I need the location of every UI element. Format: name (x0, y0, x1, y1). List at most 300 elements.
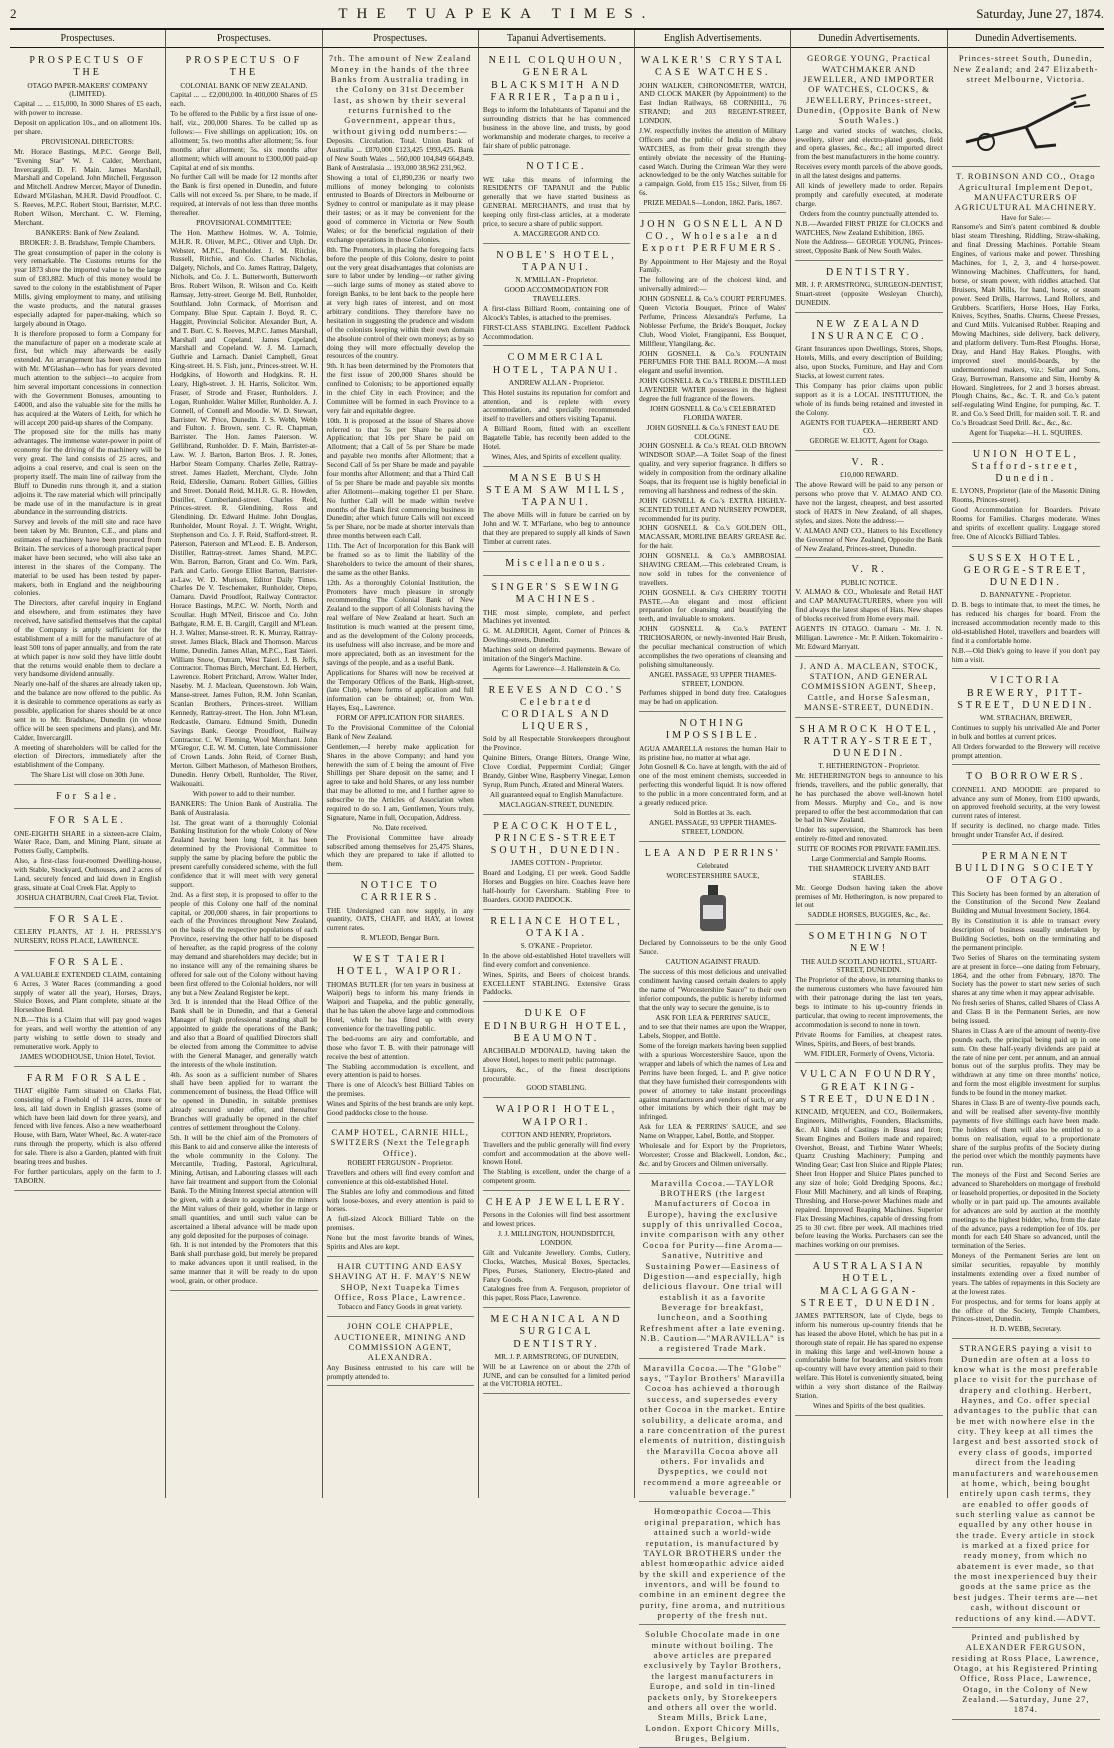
ad-heading: NOTHING IMPOSSIBLE. (665, 718, 760, 742)
ad-heading: NOBLE'S HOTEL, TAPANUI. (496, 249, 617, 273)
ad-heading: V. R. (851, 564, 887, 576)
ad-text: PRIZE MEDALS—London, 1862. Paris, 1867. (643, 198, 783, 208)
ad-text: MR. J. P. ARMSTRONG, SURGEON-DENTIST, Stuart-street (opposite Wesleyan Church), DUNEDIN. (795, 280, 943, 308)
ad-heading: NOTICE. (526, 161, 587, 173)
ad-text: BANKERS: Bank of New Zealand. (35, 227, 140, 237)
ad-text: Shares in Class B are of twenty-five pounds each, and will be realised after seventy-five monthly payments of five shillings each have been made. The holders of them will also be entitled to a bonus on realisation, equal to a proportionate share of the surplus profits of the Society during the period over which the monthly payments have run. (951, 1098, 1100, 1170)
ad-text: JAMES WOODHOUSE, Union Hotel, Teviot. (19, 1051, 156, 1061)
ad-heading: 7th. The amount of New Zealand Money in the hands of the three Banks from Australia trading in the Colony on 31st December last, as shown by their several returns furnished to the Government, appear thus, without giving odd numbers:— (328, 53, 472, 136)
ad-text: The Stabling accommodation is excellent, and every attention is paid to horses. (326, 1061, 474, 1080)
ad-text: 8th. The Promoters, in placing the foregoing facts before the people of this Colony, desire to point out the very great disadvantages that colonists are sure to labor under by lending—or rather giving—such large sums of money as stated above to foreign Banks, to be lent back to the people here at very high rates of interest, and on most arbitrary conditions. They therefore have no hesitation in suggesting the prudence and wisdom of the colonists keeping within their own domain the absolute control of their own moneys; as by so doing they will more effectually develop the resources of the country. (326, 244, 474, 361)
ad-text: To be offered to the Public by a first issue of one-half, viz., 200,000 Shares. To be called up as follows:— Five shillings on application; 10s. on allotment; 5s. two months after allotment; 5s. four months after allotment; 5s. six months after allotment; which will amount to £300,000 paid-up Capital at end of six months. (170, 109, 318, 172)
ad-text: Mr. George Dodson having taken the above premises of Mr. Hetherington, is now prepared to let out (795, 882, 943, 910)
advertisement (483, 348, 630, 466)
newspaper-page (10, 6, 1104, 1743)
ad-text: N.B.—Awarded FIRST PRIZE for CLOCKS and WATCHES, New Zealand Exhibition, 1865. (795, 218, 943, 237)
ad-heading: STRANGERS paying a visit to Dunedin are often at a loss to know what is the most preferable place to visit for the purchase of drapery and clothing. Herbert, Haynes, and Co. offer special advantages to the public that can be met with nowhere else in the city. They keep at all times the largest and best assorted stock of every class of goods, imported direct from the leading manufacturers and warehousemen at home, which, being bought entirely upon cash terms, they are enabled to offer goods of such sterling value as cannot be equalled by any other house in the trade. Every article in stock is marked at a fixed price for ready money, from which no abatement is ever made, so that the most inexperienced buy their goods at the same price as the best judges. Their terms are—net cash, without discount or reductions of any kind.—ADVT. (952, 1343, 1099, 1623)
sauce-bottle-illustration (639, 883, 786, 936)
ad-heading: SUSSEX HOTEL, GEORGE-STREET, DUNEDIN. (963, 552, 1088, 589)
ad-text: Travellers and others will find every comfort and convenience at this old-established Hotel. (326, 1167, 474, 1186)
ad-text: Continues to supply his unrivalled Ale and Porter in bulk and bottles at current prices. (951, 722, 1100, 741)
ad-text: In the above old-established Hotel travellers will find every comfort and convenience. (482, 950, 631, 969)
advertisement (795, 720, 942, 926)
ad-text: The Proprietor of the above, in returning thanks to the numerous customers who have favoured him with their patronage during the last ten years, begs to intimate to his up-country friends in particular, that owing to recent improvements, the accommodation is second to none in town. (795, 975, 943, 1029)
ad-text: THOMAS BUTLER (for ten years in business at Waipori) begs to inform his many friends in Waipori and Tuapeka, and the public generally, that he has taken the above large and commodious Hotel, which he has fitted up with every convenience for the travelling public. (326, 979, 474, 1033)
ad-heading: T. ROBINSON AND CO., Otago Agricultural Implement Depot, MANUFACTURERS OF AGRICULTURAL MACHINERY. (954, 171, 1097, 213)
ad-text: 2nd. As a first step, it is proposed to offer to the people of this Colony one half of the nominal capital, or 200,000 shares, in fair proportions to each of the Provinces throughout New Zealand, on the basis of the respective populations of each Province, reserving the other half to be disposed of hereafter, as the rapid progress of the colony may demand and shareholders may decide; but in no instance will any of the remaining shares be offered for sale out of the Colony without having been first offered to the Colonial holders, nor will any but a New Zealand Register be kept. (170, 889, 318, 997)
ad-text: Two Series of Shares on the terminating system are at present in force—one dating from February, 1864, and the other from February, 1870. The Society has the power to start new series of such shares at any time when it may appear advisable. (951, 952, 1100, 998)
column-7 (948, 30, 1104, 1715)
ad-text: Travellers and the public generally will find every comfort and accommodation at the above well-known Hotel. (482, 1139, 631, 1167)
ad-text: Wines, Spirits, and Beers of choicest brands. EXCELLENT STABLING. Extensive Grass Paddocks. (482, 969, 631, 997)
ad-text: V. ALMAO & CO., Wholesale and Retail HAT and CAP MANUFACTURERS, where you will find always the latest shapes of Hats. New shapes of blocks received from Home every mail. (795, 587, 943, 624)
ad-text: Moneys of the Permanent Series are lent on similar securities, repayable by monthly instalments extending over a fixed number of years. The tables of repayments in this Society are at the lowest rates. (951, 1251, 1100, 1296)
advertisement (483, 554, 630, 576)
ad-text: 3rd. It is intended that the Head Office of the Bank shall be in Dunedin, and that a General Manager of high professional standing shall be appointed to guide the operations of the Bank; and also that a Board of qualified Directors shall be elected from among the Committee to advise with the General Manager, and generally watch the interests of the whole institution. (170, 997, 318, 1069)
ad-text: GOOD STABLING. (526, 1083, 587, 1093)
ad-heading: SINGER'S SEWING MACHINES. (491, 582, 622, 606)
ad-text: A Billiard Room, fitted with an excellent Bagatelle Table, has recently been added to the Hotel. (482, 424, 631, 452)
ad-heading: FARM FOR SALE. (26, 1072, 149, 1084)
columns (10, 30, 1104, 1743)
ad-text: JOHN GOSNELL & Co.'s GOLDEN OIL, MACASSAR, MORLINE BEARS' GREASE &c. for the hair. (639, 523, 787, 551)
ad-text: Survey and levels of the mill site and race have been taken by Mr. Brunton, C.E., and plans and estimates of machinery have been procured from Britain. The services of a thorough practical paper maker have been secured, who will also take an interest in the shares of the Company. The material to be used has been tested by paper-makers, both in England and the neighbouring colonies. (14, 517, 162, 598)
ad-text: JOHN GOSNELL & Co.'s PATENT TRICHOSARON, or newly-invented Hair Brush, the peculiar mechanical construction of which accomplishes the two operations of cleansing and polishing simultaneously. (639, 624, 787, 669)
advertisement (639, 714, 786, 841)
ad-text: ROBERT FERGUSON - Proprietor. (347, 1157, 454, 1167)
ad-text: COLONIAL BANK OF NEW ZEALAND. (180, 80, 308, 90)
column-3 (323, 30, 479, 1498)
ad-text: There is one of Alcock's best Billiard Tables on the premises. (326, 1080, 474, 1099)
advertisement (795, 1065, 942, 1255)
ad-heading: JOHN GOSNELL AND CO., Wholesale and Export PERFUMERS. (640, 219, 786, 255)
ad-heading: SHAMROCK HOTEL, RATTRAY-STREET, DUNEDIN. (799, 723, 939, 759)
ad-text: A. MACGREGOR AND CO. (513, 228, 600, 238)
ad-text: ANGEL PASSAGE, 93 UPPER THAMES-STREET, LONDON. (648, 817, 777, 836)
ad-text: The moneys of the First and Second Series are advanced to Shareholders on mortgage of freehold or leasehold properties, or deposited in the Society wholly or in part paid up. The amounts available for advances are sold by auction at the monthly meetings to the highest bidder, who, from the date of the advance, pays a redemption fee of 10s. per month for each £40 Share so advanced, until the termination of the Series. (951, 1170, 1100, 1251)
ad-heading: AUSTRALASIAN HOTEL, MACLAGGAN-STREET, DUNEDIN. (800, 1261, 938, 1309)
ad-heading: PEACOCK HOTEL, PRINCES-STREET SOUTH, DUNEDIN. (490, 820, 623, 856)
ad-text: Receives every month parcels of the above goods, in all the latest designs and patterns. (795, 162, 943, 181)
ad-text: JOHN GOSNELL & Co.'s CELEBRATED FLORIDA WATER. (649, 403, 776, 422)
column-6 (791, 30, 947, 1498)
advertisement (14, 51, 161, 785)
ad-text: Wholesale and for Export by the Proprietors, Worcester; Crosse and Blackwell, London, &c., &c. and by Grocers and Oilmen universally. (639, 1140, 787, 1168)
ad-heading: CHEAP JEWELLERY. (485, 1197, 628, 1209)
ad-text: Catalogues free from A. Ferguson, proprietor of this paper, Ross Place, Lawrence. (482, 1284, 631, 1303)
ad-heading: PROSPECTUS OF THE (185, 55, 303, 79)
ad-heading: FOR SALE. (49, 913, 126, 925)
ad-text: COTTON AND HENRY, Proprietors. (501, 1129, 612, 1139)
ad-text: A VALUABLE EXTENDED CLAIM, containing 6 Acres, 3 Water Races (commanding a good supply of water all the year), Horses, Drays, Sluice Boxes, and Plant complete, situate at the Horseshoe Bend. (14, 969, 162, 1015)
advertisement (14, 787, 161, 809)
ad-heading: TO BORROWERS. (966, 771, 1086, 783)
ad-text: WM. FIDLER, Formerly of Ovens, Victoria. (803, 1048, 935, 1058)
ad-text: CELERY PLANTS, AT J. H. PRESSLY'S NURSERY, ROSS PLACE, LAWRENCE. (14, 926, 162, 945)
ad-text: N.B.—Old Diek's going to leave if you don't pay him a visit. (951, 645, 1100, 664)
advertisement (483, 1100, 630, 1191)
ad-text: THE Undersigned can now supply, in any quantity, OATS, CHAFF, and HAY, at lowest current rates. (326, 905, 474, 933)
advertisement (795, 51, 942, 261)
ad-heading: DUKE OF EDINBURGH HOTEL, BEAUMONT. (484, 1008, 629, 1044)
column-heading: Prospectuses. (323, 30, 478, 48)
ad-text: The Provisional Committee have already subscribed among themselves for 25,475 Shares, which they are prepared to take if allotted to them. (326, 832, 474, 869)
column-5 (635, 30, 791, 1743)
ad-heading: Princes-street South, Dunedin, New Zealand; and 247 Elizabeth-street Melbourne, Victoria. (953, 53, 1099, 84)
ad-text: Gilt and Vulcanite Jewellery. Combs, Cutlery, Clocks, Watches, Musical Boxes, Spectacles, Pipes, Purses, Stationery, Electro-plated and Fancy Goods. (482, 1247, 631, 1284)
ad-text: No. Date received. (372, 822, 428, 832)
ad-text: AGENTS FOR TUAPEKA—HERBERT AND CO. (800, 417, 938, 436)
ad-text: None but the most favorite brands of Wines, Spirits and Ales are kept. (326, 1233, 474, 1251)
ad-heading: WEST TAIERI HOTEL, WAIPORI. (336, 954, 464, 978)
ad-text: The following are of the choicest kind, and universally admired:— (639, 275, 787, 294)
ad-text: Ask for LEA & PERRINS' SAUCE, and see Name on Wrapper, Label, Bottle, and Stopper. (639, 1122, 787, 1141)
advertisement (14, 953, 161, 1067)
ad-text: Tobacco and Fancy Goods in great variety. (337, 1302, 463, 1312)
ad-text: Have for Sale:— (1001, 212, 1051, 222)
ad-text: Orders from the country punctually attended to. (799, 208, 939, 218)
ad-text: Ransome's and Sim's patent combined & double blast steam Threshing, Riddling, Straw-shaking, and final Dressing Machines. Portable Steam Engines, of various make and power. Threshing Machines, for 1, 2, 3, and 4 horse-power. Winnowing Machines. Chaffcutters, for hand, horse, or steam power, with riddles attached. Oat Bruisers, Malt Mills, for hand, horse, or steam power. Seed Drills, Harrows, Land Rollers, and Grubbers. Scarifiers, Horse Hoes, Hay Forks, Knives, Scythes, Snaths. Churns, Cheese Presses, and Curd Mills. Vulcanised Rubber. Reaping and Mowing Machines, side delivery, back delivery, and platform delivery. Turn-Rest Ploughs. Horse, Dray, and Hand Hay Rakes. Ploughs, with improved steel mould-boards, by the undermentioned makers, viz.: Sellar and Sons, Gray, Burrowman, Ransome and Sim, Hornby & Howard. Singletrees, for 2 and 3 horses abreast. Plough Chains, &c., &c. T. R. and Co.'s patent self-regulating Wind Engine, for pumping, &c. T. R. and Co.'s Seed Drill, for maiden soil. T. R. and Co.'s Broadcast Seed Drill. &c., &c., &c. (951, 222, 1100, 428)
ad-text: SUITE OF ROOMS FOR PRIVATE FAMILIES. (797, 844, 941, 854)
advertisement (327, 950, 474, 1123)
ad-text: By its Constitution it is able to transact every description of business usually undertaken by Building Societies, both on the terminating and the permanent principle. (951, 916, 1100, 952)
ad-text: Agent for Tuapeka:—H. L. SQUIRES. (969, 427, 1083, 437)
ad-text: Private Rooms for Families, at cheapest rates. Wines, Spirits, and Beers, of best brands. (795, 1029, 943, 1048)
ad-heading: NEIL COLQUHOUN, GENERAL BLACKSMITH AND FARRIER, Tapanui, (488, 55, 625, 103)
advertisement (483, 681, 630, 815)
advertisement (795, 927, 942, 1063)
ad-heading: VULCAN FOUNDRY, GREAT KING-STREET, DUNEDIN. (799, 1069, 939, 1105)
ad-text: WE take this means of informing the RESIDENTS OF TAPANUI and the Public generally that we have started business as GENERAL MERCHANTS, and trust that by keeping only first-class articles, at a moderate price, to secure a share of public support. (482, 174, 631, 229)
ad-text: ASK FOR LEA & PERRINS' SAUCE, (655, 1012, 770, 1022)
ad-text: N.B.—This is a Claim that will pay good wages for years, and well worthy the attention of any party wishing to settle down to steady and remunerative work. Apply to (14, 1015, 162, 1051)
page-number: 2 (10, 6, 17, 21)
ad-text: It is therefore proposed to form a Company for the manufacture of paper on a moderate scale at first, but which may afterwards be easily extended. An arrangement has been entered into with Mr. M'Glashan—who has for years devoted much attention to the subject—to acquire from him several important concessions in connection with the Government Bonuses, amounting to £4000, and also the valuable site for the mills he has acquired at the Waters of Leith, for which he will accept 200 paid-up shares of the Company. (14, 328, 162, 427)
ad-heading: COMMERCIAL HOTEL, TAPANUI. (492, 352, 621, 376)
advertisement (170, 51, 317, 1291)
advertisement (795, 263, 942, 313)
ad-text: JOHN GOSNELL & Co.'s EXTRA HIGHLY-SCENTED TOILET AND NURSERY POWDER, recommended for its purity. (639, 495, 787, 523)
ad-text: Perfumes shipped in bond duty free. Catalogues may be had on application. (639, 688, 787, 707)
ad-heading: J. AND A. MACLEAN, STOCK, STATION, AND GENERAL COMMISSION AGENT, Sheep, Cattle, and Horse Salesman, MANSE-STREET, DUNEDIN. (799, 660, 939, 713)
ad-text: GEORGE W. ELIOTT, Agent for Otago. (809, 436, 929, 446)
ad-text: Capital ... ... £2,000,000. In 400,000 Shares of £5 each. (170, 90, 318, 109)
ad-text: A meeting of shareholders will be called for the election of Directors, immediately after the establishment of the Company. (14, 742, 162, 770)
ad-text: KINCAID, M'QUEEN, and CO., Boilermakers, Engineers, Millwrights, Founders, Blacksmiths, &c. All kinds of Castings in Brass and Iron; Steam Engines and Boilers made and repaired; Overshot, Breast, and Turbine Water Wheels; Quartz Crushing Machinery; Pumping and Winding Gear; Cast Iron Sluice and Ripple Plates; Sheet Iron Hopper and Sluice Plates punched to any size of hole; Gold Dredging Spoons, &c.; Flour Mill Machinery, and all kinds of Reaping, Threshing, and Horse-power Machines made and repaired. Improved Reaping Machines. Superior Flax Dressing Machines, capable of dressing from 25 to 30 cwt. fibre per week. All machines tried before leaving the Works. Purchasers can see the machines working on our premises. (795, 1106, 943, 1250)
masthead (10, 6, 1104, 30)
ad-text: R. M'LEOD, Bengar Burn. (360, 933, 440, 943)
ad-text: THAT eligible Farm situated on Clarks Flat, consisting of a Freehold of 114 acres, more or less, all laid down in English grasses (some of which have been laid down for three years), and fenced with live fences. Also a new weatherboard House, with Barn, Water Wheel, &c. A water-race runs through the property, which is also offered for sale. There is also a Garden, planted with fruit bearing trees and bushes. (14, 1085, 162, 1167)
ad-text: BANKERS: The Union Bank of Australia. The Bank of Australasia. (170, 798, 318, 817)
ad-heading: Miscellaneous. (505, 557, 608, 569)
ad-text: 10th. It is proposed at the issue of Shares above referred to that 5s per Share be paid on Application; that 10s per Share be paid on Allotment; that a Call of 5s per Share be made and payable two months after Allotment; that a Second Call of 5s per Share be made and payable four months after Allotment; and that a Third Call of 5s per Share be made and payable six months after Allotment—making together £1 per Share. No further Call will be made within twelve months of the Bank first commencing business in Dunedin; after which future Calls will not exceed 5s per Share, nor be made at shorter intervals than three months between each Call. (326, 415, 474, 541)
advertisement (14, 811, 161, 907)
ad-text: JOHN GOSNELL & Co.'s REAL OLD BROWN WINDSOR SOAP.—A Toilet Soap of the finest quality, and very superior fragrance. It differs so widely in composition from the ordinary alkaline Soaps, that its frequent use is highly beneficial in removing all harshness and redness of the skin. (639, 441, 787, 495)
advertisement (483, 1193, 630, 1308)
advertisement (952, 1341, 1100, 1628)
ad-text: 6th. It is not intended by the Promoters that this Bank shall purchase gold, but merely be prepared to make advances upon it until realised, in the same manner that it will be ready to do upon wool, grain, or other produce. (170, 1240, 318, 1286)
ad-heading: Homœopathic Cocoa—This original preparation, which has attained such a world-wide reputation, is manufactured by TAYLOR BROTHERS under the ablest homœopathic advice aided by the skill and experience of the inventors, and will be found to combine in an eminent degree the purity, fine aroma, and nutritious property of the fresh nut. (639, 1506, 787, 1621)
ad-text: Quinine Bitters, Orange Bitters, Orange Wine, Clove Cordial, Peppermint Cordial; Ginger Brandy, Ginber Wine, Raspberry Vinegar, Lemon Syrup, Rum Punch, Ærated and Mineral Waters. (482, 753, 631, 789)
ad-text: No fresh series of Shares, called Shares of Class A and Class B in the Permanent Series, are now being issued. (951, 998, 1100, 1026)
ad-text: V. ALMAO AND CO., Hatters to his Excellency the Governor of New Zealand, Opposite the Bank of New Zealand, Princes-street, Dunedin. (795, 525, 943, 553)
ad-text: Any Business entrusted to his care will be promptly attended to. (326, 1362, 474, 1381)
ad-text: Deposit on application 10s., and on allotment 10s. per share. (14, 118, 162, 137)
ad-text: JOHN GOSNELL & Co.'s FINEST EAU DE COLOGNE. (646, 422, 779, 441)
ad-text: Capital ... ... £15,000, In 3000 Shares of £5 each, with power to increase. (14, 99, 162, 118)
ad-text: Large Commercial and Sample Rooms. (811, 853, 927, 863)
ad-text: 9th. It has been determined by the Promoters that the first issue of 200,000 Shares should be confined to Colonists; to be apportioned equally in the chief City in each Province; and the Committee will be formed in each Province to a very fair and equitable degree. (326, 361, 474, 415)
ad-text: ANDREW ALLAN - Proprietor. (508, 377, 605, 387)
advertisement (952, 847, 1100, 1339)
advertisement (639, 844, 786, 1174)
ad-text: Some of the foreign markets having been supplied with a spurious Worcestershire Sauce, upon the wrapper and labels of which the names of Lea and Perrins have been forged, L. and P. give notice that they have furnished their correspondents with power of attorney to take instant proceedings against manufacturers and vendors of such, or any other imitations by which their right may be infringed. (639, 1041, 787, 1122)
ad-text: J. J. MILLINGTON, HOUNDSDITCH, LONDON. (498, 1229, 615, 1247)
ad-text: The above Reward will be paid to any person or persons who prove that V. ALMAO AND CO. have not the largest, cheapest, and best assorted stock of HATS in New Zealand, of all shapes, styles, and sizes. Note the address:— (795, 480, 943, 525)
ad-text: Wines and Spirits of the best brands are only kept. Good paddocks close to the house. (326, 1099, 474, 1117)
ad-text: John Gosnell & Co. have at length, with the aid of one of the most eminent chemists, succeeded in perfecting this wonderful liquid. It is now offered to the public in a more concentrated form, and at a greatly reduced price. (639, 762, 787, 807)
advertisement (327, 1319, 474, 1386)
ad-text: THE AULD SCOTLAND HOTEL, STUART-STREET, DUNEDIN. (801, 956, 937, 975)
ad-text: E. LYONS, Proprietor (late of the Masonic Dining Rooms, Princes-street). (951, 486, 1100, 505)
advertisement (639, 1361, 786, 1503)
column-4 (479, 30, 635, 1498)
ad-text: Sold by all Respectable Storekeepers throughout the Province. (482, 734, 631, 753)
column-heading: Tapanui Advertisements. (479, 30, 634, 48)
advertisement (952, 169, 1100, 443)
ad-text: Showing a total of £1,890,236 or nearly two millions of money belonging to colonists entrusted to Boards of Directors in Melbourne or Sydney to control or manipulate as it may please their tastes; or as it may be convenient for the good of commerce in Victoria or New South Wales; or for the beneficial regulation of their exchange operations in those Colonies. (326, 172, 474, 244)
ad-text: GOOD ACCOMMODATION FOR TRAVELLERS. (504, 285, 609, 303)
ad-text: Persons in the Colonies will find best assortment and lowest prices. (482, 1210, 631, 1229)
ad-text: The proposed site for the mills has many advantages. The immense water-power in point of economy for the driving of the machinery will be very great. The land consists of 25 acres, and adjoins a coal reserve, and coal is seen on the property itself. The main line of railway from the Bluff to Dunedin runs through it, and a station adjoins it. The raw material which will principally be made use of in the manufacture is in great abundance in the surrounding districts. (14, 427, 162, 517)
advertisement (795, 315, 942, 451)
ad-text: THE SHAMROCK LIVERY AND BAIT STABLES. (808, 863, 930, 882)
ad-text: For prospectus, and for terms for loans apply at the office of the Society, Temple Chambers, Princes-street, Dunedin. (951, 1296, 1100, 1324)
ad-text: Will be at Lawrence on or about the 27th of JUNE, and can be consulted for a limited period at the VICTORIA HOTEL. (482, 1361, 631, 1389)
ad-heading: DENTISTRY. (825, 267, 913, 279)
advertisement (327, 1125, 474, 1257)
ad-text: JOHN GOSNELL & Co.'s COURT PERFUMES. Queen Victoria Bouquet, Prince of Wales' Perfume, Princess Alexandra's Perfume, La Noblesse Perfume, the Bride's Bouquet, Jockey Club, Wood Violet, Frangipanni, Ess Bouquet, Millfleur, Ylangilang, &c. (639, 294, 787, 348)
ad-heading: FOR SALE. (49, 956, 126, 968)
ad-text: JOHN GOSNELL & Co.'s AMBROSIAL SHAVING CREAM.—This celebrated Cream, is now sold in tubes for the convenience of travellers. (639, 551, 787, 587)
ad-text: MR. J. P. ARMSTRONG, OF DUNEDIN, (494, 1351, 619, 1361)
ad-text: The Stabling is excellent, under the charge of a competent groom. (482, 1167, 631, 1186)
ad-text: A first-class Billiard Room, containing one of Alcock's Tables, is attached to the premises. (482, 303, 631, 322)
advertisement (327, 1259, 474, 1317)
ad-text: AGUA AMARELLA restores the human Hair to its pristine hue, no matter at what age. (639, 743, 787, 762)
ad-text: J.W. respectfully invites the attention of Military Officers and the public of India to the above WATCHES, as from their great strength they entirely obviate the necessity of the Hunting-cased Watch. During the Crimean War they were acknowledged to be the only Watches suitable for a campaign. Gold, from £15 15s.; Silver, from £6 6s. (639, 126, 787, 198)
ad-text: G. M. ALDRICH, Agent, Corner of Princes & Dowling-streets, Dunedin. (482, 626, 631, 645)
ad-text: JOHN GOSNELL & Co's CHERRY TOOTH PASTE.—An elegant and most efficient preparation for cleansing and beautifying the teeth, and invaluable to smokers. (639, 587, 787, 624)
ad-text: With power to add to their number. (192, 788, 296, 798)
ad-text: The Share List will close on 30th June. (30, 770, 145, 780)
ad-text: Shares in Class A are of the amount of twenty-five pounds each, the principal being paid up in one sum. On these half-yearly dividends are paid at the rate of nine per cent. per annum, and an annual bonus out of the surplus profits. They may be withdrawn at any time on three months' notice, and form the most eligible investment for surplus funds to be found in the money market. (951, 1025, 1100, 1098)
ad-text: ONE-EIGHTH SHARE in a sixteen-acre Claim, Water Race, Dam, and Mining Plant, situate at Potters Gully, Campbells. (14, 828, 162, 856)
ad-text: JOHN WALKER, CHRONOMETER, WATCH, AND CLOCK MAKER (by Appointment) to the East Indian Railways, 68 CORNHILL, 76 STRAND; and 203 REGENT-STREET, LONDON. (639, 80, 787, 126)
ad-text: CAUTION AGAINST FRAUD. (665, 957, 761, 967)
advertisement (952, 767, 1100, 845)
advertisement (795, 1257, 942, 1416)
ad-text: D. BANNATYNE - Proprietor. (980, 590, 1072, 600)
advertisement (483, 246, 630, 347)
ad-text: A full-sized Alcock Billiard Table on the premises. (326, 1214, 474, 1233)
advertisement (483, 578, 630, 679)
ad-text: WORCESTERSHIRE SAUCE, (666, 870, 760, 880)
ad-text: FORM OF APPLICATION FOR SHARES. (336, 713, 465, 723)
ad-text: WM. STRACHAN, BREWER, (979, 713, 1072, 723)
advertisement (327, 876, 474, 948)
ad-heading: Maravilla Cocoa.—TAYLOR BROTHERS (the largest Manufacturers of Cocoa in Europe), having the exclusive supply of this unrivalled Cocoa, invite comparison with any other Cocoa for Purity—fine Aroma—Sanative, Nutritive and Sustaining Power—Easiness of Digestion—and especially, high delicious flavour. One trial will establish it as a favorite Beverage for breakfast, luncheon, and a Soothing Refreshment after a late evening. N.B. Caution—"MARAVILLA" is a registered Trade Mark. (639, 1177, 786, 1354)
ad-text: This Company has prior claims upon public support as it is a LOCAL INSTITUTION, the whole of its funds being retained and invested in the Colony. (795, 380, 943, 417)
newspaper-title: THE TUAPEKA TIMES. (338, 6, 655, 22)
ad-text: The above Mills will in future be carried on by John and W. T. M'Farlane, who beg to announce that they are prepared to supply all kinds of Sawn Timber at current rates. (482, 510, 631, 547)
ad-text: Deposits. Circulation. Total. Union Bank of Australia ... £870,000 £123,425 £993,425. Bank of New South Wales ... 560,000 104,849 664,849. Bank of Australasia ... 193,000 38,962 231,962. (326, 136, 474, 172)
ad-heading: NEW ZEALAND INSURANCE CO. (811, 319, 927, 343)
ad-heading: V. R. (851, 457, 887, 469)
ad-text: Board and Lodging, £1 per week. Good Saddle Horses and Buggies on hire. Coaches leave here half-hourly for Caversham. Stabling Free to Boarders. GOOD PADDOCK. (482, 868, 631, 904)
advertisement (483, 51, 630, 155)
ad-text: £10,000 REWARD. (839, 470, 899, 480)
ad-text: Liquors, &c., of the finest descriptions procurable. (482, 1064, 631, 1083)
ad-text: Celebrated (696, 860, 729, 870)
ad-text: 5th. It will be the chief aim of the Promoters of this Bank to aid and conserve alike the interests of the whole community in the Colony. The Mercantile, Trading, Pastoral, Agricultural, Mining, Artisan, and Labouring classes will each have fair treatment and support from the Colonial Bank. To the Mining Interest special attention will be given, with a desire to acquire for the miners the Mint values of their gold, whether in large or small quantities, and until such value can be ascertained a liberal advance will be made upon any gold deposited for the purposes of coinage. (170, 1132, 318, 1240)
ad-text: Sold in Bottles at 3s. each. (673, 807, 752, 817)
ad-text: MACLAGGAN-STREET, DUNEDIN. (499, 799, 614, 809)
advertisement (952, 1630, 1100, 1720)
ad-text: PUBLIC NOTICE. (840, 577, 898, 587)
ad-heading: Maravilla Cocoa.—The "Globe" says, "Taylor Brothers' Maravilla Cocoa has achieved a thorough success, and supersedes every other Cocoa in the market. Entire solubility, a delicate aroma, and a rare concentration of the purest elements of nutrition, distinguish the Maravilla Cocoa above all others. For invalids and Dyspeptics, we could not recommend a more agreeable or valuable beverage." (639, 1362, 786, 1498)
ad-heading: MECHANICAL AND SURGICAL DENTISTRY. (490, 1314, 623, 1350)
column-heading: Prospectuses. (166, 30, 321, 48)
ad-text: PROVISIONAL COMMITTEE: (196, 217, 292, 227)
ad-heading: SOMETHING NOT NEW! (808, 931, 930, 955)
issue-date: Saturday, June 27, 1874. (976, 6, 1104, 21)
ad-text: OTAGO PAPER-MAKERS' COMPANY (LIMITED). (27, 80, 148, 99)
ad-text: JAMES COTTON - Proprietor. (510, 858, 603, 868)
ad-text: H. D. WEBB, Secretary. (990, 1324, 1062, 1334)
plough-illustration (952, 87, 1100, 160)
column-1 (10, 30, 166, 1498)
ad-text: S. O'KANE - Proprietor. (520, 941, 593, 950)
advertisement (483, 469, 630, 552)
ad-heading: PERMANENT BUILDING SOCIETY OF OTAGO. (955, 851, 1097, 887)
ad-text: SADDLE HORSES, BUGGIES, &c., &c. (807, 910, 931, 920)
advertisement (483, 157, 630, 243)
advertisement (483, 817, 630, 910)
ad-text: The bed-rooms are airy and comfortable, and those who favor T. B. with their patronage will receive the best of attention. (326, 1033, 474, 1061)
advertisement (483, 1310, 630, 1394)
ad-text: JOHN GOSNELL & Co.'s FOUNTAIN PERFUMES FOR THE BALL ROOM.—A most elegant and useful invention. (639, 348, 787, 376)
ad-heading: MANSE BUSH STEAM SAW MILLS, TAPANUI. (486, 472, 627, 509)
ad-text: The Directors, after careful inquiry in England and elsewhere, and from estimates they have received, have satisfied themselves that the capital of the Company is amply sufficient for the establishment of a mill for the manufacture of at least 500 tons of paper annually, and from the rate at which paper is now sold they have little doubt that the returns would enable them to declare a very handsome dividend annually. (14, 598, 162, 679)
advertisement (795, 659, 942, 718)
ad-text: To the Provisional Committee of the Colonial Bank of New Zealand. (326, 722, 474, 741)
ad-heading: Soluble Chocolate made in one minute without boiling. The above articles are prepared exclusively by Taylor Brothers, the largest manufacturers in Europe, and sold in tin-lined packets only, by Storekeepers and others all over the world. Steam Mills, Brick Lane, London. Export Chicory Mills, Bruges, Belgium. (643, 1629, 782, 1743)
advertisement (952, 549, 1100, 670)
ad-text: Wines and Spirits of the best qualities. (812, 1400, 926, 1410)
ad-text: ANGEL PASSAGE, 93 UPPER THAMES-STREET, LONDON. (648, 669, 777, 688)
ad-text: The Stables are lofty and commodious and fitted with loose-boxes, and every attention is paid to horses. (326, 1186, 474, 1214)
ad-text: Grant Insurances upon Dwellings, Stores, Shops, Hotels, Mills, and every description of Building; also, upon Stocks, Furniture, and Hay and Corn Stacks, at lowest current rates. (795, 344, 943, 381)
ad-text: Mr. Horace Bastings, M.P.C. George Bell, "Evening Star" W. J. Calder, Merchant, Invercargill. D. F. Main. James Marshall, Marshall and Copeland. John Mitchell, Fergusson and Mitchell. Andrew Mercer, Mayor of Dunedin. Edward M'Glashan, M.H.R. David Proudfoot. C. S. Reeves, M.P.C. Robert Stout, Barrister, M.P.C. Robert Wilson, Merchant. C. W. Fleming, Merchant. (14, 146, 162, 227)
advertisement (14, 910, 161, 951)
ad-text: Under his supervision, the Shamrock has been entirely re-fitted and renovated. (795, 825, 943, 844)
ad-text: Mr. HETHERINGTON begs to announce to his friends, travellers, and the public generally, that he has purchased the above well-known hotel from Messrs. Murphy and Co., and is now prepared to offer the best accommodation that can be had in New Zealand. (795, 770, 943, 825)
ad-heading: Printed and published by ALEXANDER FERGUSON, residing at Ross Place, Lawrence, Otago, at his Registered Printing Office, Ross Place, Lawrence, Otago, in the Colony of New Zealand.—Saturday, June 27, 1874. (951, 1631, 1100, 1715)
ad-text: No further Call will be made for 12 months after the Bank is first opened in Dunedin, and future Calls will not exceed 5s. per Share, to be made, if required, at intervals of not less than three months thereafter. (170, 172, 318, 218)
ad-text: JOSHUA CHATBURN, Coal Creek Flat, Teviot. (16, 892, 159, 902)
advertisement (327, 51, 474, 874)
advertisement (795, 560, 942, 656)
advertisement (795, 453, 942, 558)
ad-text: Machines sold on deferred payments. Beware of imitation of the Singer's Machine. (482, 645, 631, 663)
ad-heading: CAMP HOTEL, CARNIE HILL, SWITZERS (Next the Telegraph Office). (330, 1126, 470, 1158)
advertisement (639, 51, 786, 213)
ad-text: Gentlemen,—I hereby make application for Shares in the above Company; and hand you herewith the sum of £ being the amount of Five Shillings per Share deposit on the same; and I agree to take and hold Shares, or any less number that may be allotted to me, and I further agree to subscribe to the Articles of Association when required to do so. I am, Gentlemen, Yours truly, Signature, Name in full, Occupation, Address. (326, 741, 474, 822)
ad-text: All Orders forwarded to the Brewery will receive prompt attention. (951, 741, 1100, 760)
column-heading: Prospectuses. (10, 30, 165, 48)
ad-text: 4th. As soon as a sufficient number of Shares shall have been applied for to warrant the commencement of business, the Head Office will be opened in Dunedin, in suitable premises already secured under offer, and thereafter Branches will gradually be opened in the chief centres of settlement throughout the Colony. (170, 1069, 318, 1132)
ad-heading: LEA AND PERRINS' (644, 847, 781, 859)
ad-text: 12th. As a thoroughly Colonial Institution, the Promoters have much pleasure in strongly recommending The Colonial Bank of New Zealand to the support of all Colonists having the real welfare of New Zealand at heart. Such an Institution is much wanted at the present time, and as the development of the Colony proceeds, its usefulness will also increase, and be more and more appreciated, both as an investment for the savings of the people, and as a useful Bank. (326, 577, 474, 667)
ad-text: All guaranteed equal to English Manufacture. (489, 789, 624, 799)
ad-heading: HAIR CUTTING AND EASY SHAVING AT H. F. MAY'S NEW SHOP, Next Tuapeka Times Office, Ross Place, Lawrence. (328, 1260, 472, 1302)
ad-text: and to see that their names are upon the Wrapper, Labels, Stopper, and Bottle. (639, 1022, 787, 1041)
column-2 (166, 30, 322, 1498)
ad-text: D. B. begs to intimate that, to meet the times, he has reduced his charges for board. From the increased accommodation recently made to this old-established Hotel, travellers and boarders will find it a comfortable home. (951, 600, 1100, 645)
ad-text: For further particulars, apply on the farm to J. TABORN. (14, 1166, 162, 1185)
ad-text: All kinds of jewellery made to order. Repairs promptly and carefully executed, at moderate charge. (795, 181, 943, 208)
ad-text: Agents for Lawrence—J. Hallenstein & Co. (492, 663, 621, 673)
ad-text: The success of this most delicious and unrivalled condiment having caused certain dealers to apply the name of "Worcestershire Sauce" to their own inferior compounds, the public is hereby informed that the only way to secure the genuine, is to (639, 967, 787, 1012)
advertisement (483, 1004, 630, 1098)
ad-text: AGENTS IN OTAGO. Oamaru - Mr. J. N. Milligan. Lawrence - Mr. P. Aitken. Tokomairiro - Mr. Edward Marryatt. (795, 624, 943, 651)
ad-text: ARCHIBALD M'DONALD, having taken the above Hotel, hopes to merit public patronage. (482, 1045, 631, 1064)
ad-text: 1st. The great want of a thoroughly Colonial Banking Institution for the whole Colony of New Zealand having been long felt, it has been determined by the Provisional Committee to supply the same by placing before the public the present carefully considered scheme, with the full confidence that it will meet with very general support. (170, 817, 318, 889)
ad-text: Declared by Connoisseurs to be the only Good Sauce. (639, 938, 787, 957)
ad-text: Good Accommodation for Boarders. Private Rooms for Families. Charges moderate. Wines and spirits of excellent quality. Luggage stored free. One of Alcock's Billiard Tables. (951, 505, 1100, 541)
ad-heading: For Sale. (56, 791, 120, 803)
ad-text: Also, a first-class four-roomed Dwelling-house, with Stable, Stockyard, Outhouses, and 2 acres of Land, securely fenced and laid down in English grass, situate at Coal Creek Flat. Apply to (14, 856, 162, 892)
ad-text: By Appointment to Her Majesty and the Royal Family. (639, 256, 787, 275)
ad-heading: JOHN COLE CHAPPLE, AUCTIONEER, MINING AND COMMISSION AGENT, ALEXANDRA. (334, 1321, 467, 1363)
ad-heading: WAIPORI HOTEL, WAIPORI. (495, 1104, 618, 1128)
ad-text: Wines, Ales, and Spirits of excellent quality. (491, 451, 622, 461)
advertisement (952, 671, 1100, 765)
ad-text: Nearly one-half of the shares are already taken up, and the balance are now offered to the public. As it is desirable to commence operations as early as possible, application for shares should be at once sent in to Mr. Bradshaw, Dunedin (in whose office will be seen specimens and plans), and Mr. Calder, Invercargill. (14, 679, 162, 742)
ad-text: T. HETHERINGTON - Proprietor. (818, 761, 920, 771)
ad-text: The Hon. Matthew Holmes. W. A. Tolmie, M.H.R. R. Oliver, M.P.C., Oliver and Ulph. Dr. Webster, M.P.C., Runholder. J. M. Ritchie, Russell, Ritchie, and Co. Charles Nicholas, Dalgety, Nichols, and Co. James Rattray, Dalgety, Nichols, and Co. J. L. Butterworth, Butterworth Bros. Robert Wilson, R. Wilson and Co. Keith Ramsay, Jetty-street. George M. Bell, Runholder, Southland. John Cormack, of Morrison and Company. Blue Spur. Captain J. Boyd. R. C. Haggitt, Provincial Solicitor. Alexander Burt, A. and T. Burt. C. S. Reeves, M.P.C. James Marshall, Marshall and Copeland. James Copeland, Marshall and Copeland. W. J. M. Larnach, Guthrie and Larnach. Daniel Campbell, Great King-street. H. S. Fish, junr., Princes-street. W. H. Hodgkins, of Howorth and Hodgkins. R. H. Leary, High-street. J. H. Harris, Solicitor. Wm. Fraser, of Strode and Fraser, Runholders. J. Logan, Runholder. Walter Miller, Runholder. A. J. Connell, of Connell and Moodie. W. D. Stewart, Barrister. W. Price, Dunedin. J. S. Webb, Webb and Fulton. J. Brown, senr. C. R. Chapman, Barrister. The Hon. James Paterson. W. Gellibrand, Runholder. D. F. Main, Barrister-at-Law. W. J. Barton, Barton Bros. J. R. Jones, Harbor Steam Company. Charles Zelle, Rattray-street. James Hazlett, Merchant, Clyde. John Reid, Elderslie, Oamaru. Robert Gillies, Gillies and Street. Donald Reid, M.H.R. G. R. Howden, Distiller, Cumberland-street. Charles Reid, Princes-street. R. Glendining, Ross and Glendining. Dr. Edward Hulme. John Douglas, Runholder, Mount Royal. J. T. Wright, Wright, Stephenson and Co. J. F. Reid, Stafford-street. R. Paterson, Paterson and M'Leod. E. B. Anderson, Distiller, Rattray-street. James Shand, M.P.C. Wm. Barron, Barron, Grant and Co. Wm. Park, Park and Carlo. George Elliot Barton, Barrister-at-Law. W. D. Murison, Editor Daily Times. Charles De V. Teschemaker, Runholder, Otepo, Oamaru. David Proudfoot, Railway Contractor. Horace Bastings, M.P.C. W. North, North and Scoullar. Hugh M'Neil, Briscoe and Co. John Bathgate, R.M. E. B. Cargill, Cargill and M'Lean. H. J. Walter, Manse-street. R. K. Murray, Rattray-street. James Black, Black and Thomson. Marcus Hume, Dunedin. James Allan, M.P.C., East Taieri. William Snow, Outram, West Taieri. J. B. Jeffs, Contractor. Thomas Birch, Merchant. Ed. Herbert, Lawrence. Robert Pritchard, Arrow. Walter Inder, Naseby. M. J. Maclean, Queenstown. Job Wain, Manse-street. James Fulton, R.M. John Scanlan, Scanlan Brothers, Princes-street. William Kennedy, Rattray-street. The Hon. John M'Lean, Redcastle, Oamaru. Edmund Smith, Dunedin Savings Bank. George Proudfoot, Railway Contractor. C. W. Fleming, Wool Merchant. John M'Gregor, C.E. W. M. Cutten, late Commissioner of Crown Lands. John Reid, of Corner Bush, Merton. Gilbert Matheson, of Matheson Brothers, Dunedin. Henry Orbell, Runholder, The River, Waikouaiti. (170, 227, 318, 789)
ad-heading: VICTORIA BREWERY, PITT-STREET, DUNEDIN. (957, 675, 1095, 711)
ad-text: Begs to inform the Inhabitants of Tapanui and the surrounding districts that he has commenced business in the above line, and trusts, by good workmanship and moderate charges, to receive a fair share of public patronage. (482, 104, 631, 150)
column-heading: Dunedin Advertisements. (791, 30, 946, 48)
ad-text: Large and varied stocks of watches, clocks, jewellery, silver and electro-plated goods, field and opera glasses, &c., &c.; all imported direct from the best manufacturers in the home country. (795, 125, 943, 162)
ad-text: N. M'MILLAN - Proprietor. (515, 275, 598, 285)
column-heading: English Advertisements. (635, 30, 790, 48)
column-heading: Dunedin Advertisements. (948, 30, 1104, 48)
ad-text: PROVISIONAL DIRECTORS: (41, 136, 134, 146)
ad-text: THE most simple, complete, and perfect Machines yet invented. (482, 607, 631, 626)
advertisement (14, 1069, 161, 1191)
advertisement (952, 51, 1100, 167)
ad-text: FIRST-CLASS STABLING. Excellent Paddock Accommodation. (482, 322, 631, 341)
ad-heading: REEVES AND CO.'S Celebrated CORDIALS AND LIQUERS, (488, 684, 625, 733)
ad-heading: GEORGE YOUNG, Practical WATCHMAKER AND JEWELLER, AND IMPORTER OF WATCHES, CLOCKS, & JEWELLERY, Princes-street, Dunedin, (Opposite Bank of New South Wales.) (796, 53, 942, 126)
ad-heading: FOR SALE. (49, 815, 126, 827)
ad-heading: UNION HOTEL, Stafford-street, Dunedin. (971, 448, 1080, 485)
ad-text: Applications for Shares will now be received at the Temporary Offices of the Bank, High-street, (late Club), where forms of application and full information can be obtained; or, from Wm. Hayes, Esq., Lawrence. (326, 667, 474, 713)
advertisement (639, 215, 786, 712)
